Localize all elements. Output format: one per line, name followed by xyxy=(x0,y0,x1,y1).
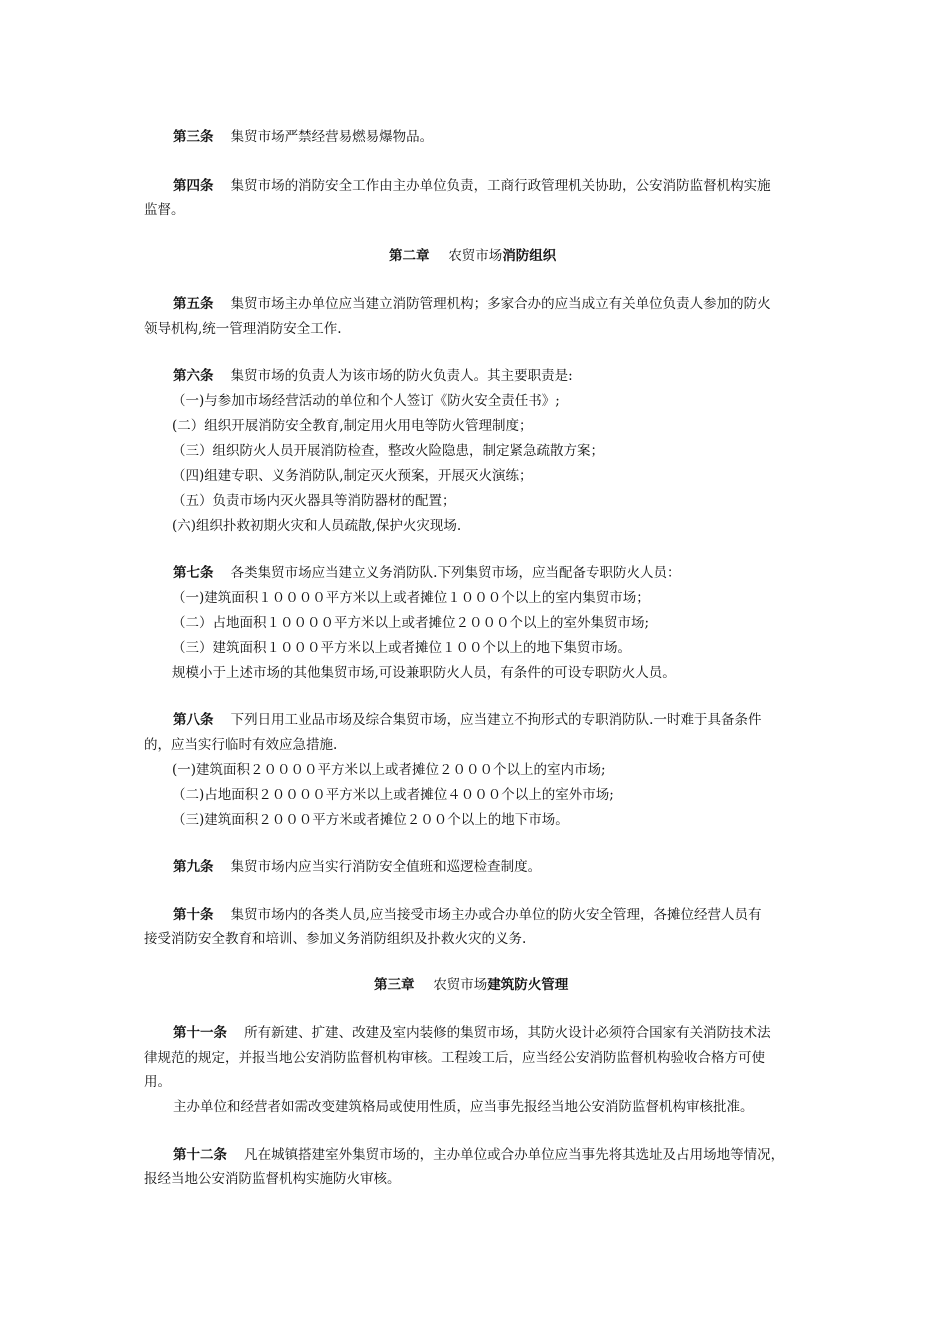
article-12-cont: 报经当地公安消防监督机构实施防火审核。 xyxy=(144,1171,401,1187)
article-text: 集贸市场主办单位应当建立消防管理机构；多家合办的应当成立有关单位负责人参加的防火 xyxy=(230,296,771,312)
article-text: 集贸市场的负责人为该市场的防火负责人。其主要职责是: xyxy=(230,368,573,384)
list-item: （四)组建专职、义务消防队,制定灭火预案，开展灭火演练； xyxy=(172,468,533,484)
article-label: 第五条 xyxy=(173,296,214,312)
chapter-number: 第二章 xyxy=(389,248,430,264)
article-7 xyxy=(173,564,680,582)
article-10 xyxy=(173,906,761,924)
article-4-cont: 监督。 xyxy=(144,202,185,218)
article-text: 各类集贸市场应当建立义务消防队.下列集贸市场，应当配备专职防火人员： xyxy=(230,565,681,581)
list-item: (一)建筑面积２００００平方米以上或者摊位２０００个以上的室内市场; xyxy=(172,762,606,778)
article-text: 所有新建、扩建、改建及室内装修的集贸市场，其防火设计必须符合国家有关消防技术法 xyxy=(244,1025,771,1041)
list-item: （二)占地面积２００００平方米以上或者摊位４０００个以上的室外市场; xyxy=(172,787,614,803)
list-item: (六)组织扑救初期火灾和人员疏散,保护火灾现场. xyxy=(172,518,462,534)
list-item: （三）建筑面积１０００平方米以上或者摊位１００个以上的地下集贸市场。 xyxy=(172,640,631,656)
chapter-2-heading xyxy=(389,247,556,265)
article-label: 第十二条 xyxy=(173,1147,227,1163)
article-5 xyxy=(173,295,771,313)
article-11 xyxy=(173,1024,771,1042)
article-10-cont: 接受消防安全教育和培训、参加义务消防组织及扑救火灾的义务. xyxy=(144,931,527,947)
list-item: （五）负责市场内灭火器具等消防器材的配置； xyxy=(172,493,456,509)
chapter-title: 消防组织 xyxy=(502,248,557,264)
article-8-cont: 的，应当实行临时有效应急措施. xyxy=(144,737,338,753)
article-8 xyxy=(173,711,761,729)
article-9 xyxy=(173,858,541,876)
list-item: （一)建筑面积１００００平方米以上或者摊位１０００个以上的室内集贸市场； xyxy=(172,590,650,606)
article-text: 集贸市场严禁经营易燃易爆物品。 xyxy=(230,129,434,145)
chapter-number: 第三章 xyxy=(374,977,415,993)
list-item: （一)与参加市场经营活动的单位和个人签订《防火安全责任书》; xyxy=(172,393,560,409)
article-text: 下列日用工业品市场及综合集贸市场，应当建立不拘形式的专职消防队.一时难于具备条件 xyxy=(230,712,762,728)
article-label: 第三条 xyxy=(173,129,214,145)
chapter-title: 建筑防火管理 xyxy=(487,977,569,993)
list-item: （三）组织防火人员开展消防检查，整改火险隐患，制定紧急疏散方案； xyxy=(172,443,604,459)
article-11-cont: 律规范的规定，并报当地公安消防监督机构审核。工程竣工后，应当经公安消防监督机构验收合格方可使 xyxy=(144,1050,765,1066)
chapter-3-heading xyxy=(374,976,568,994)
article-label: 第八条 xyxy=(173,712,214,728)
article-label: 第七条 xyxy=(173,565,214,581)
list-item: (二）组织开展消防安全教育,制定用火用电等防火管理制度； xyxy=(172,418,533,434)
article-11-cont: 用。 xyxy=(144,1074,171,1090)
article-3 xyxy=(173,128,433,146)
article-text: 集贸市场内应当实行消防安全值班和巡逻检查制度。 xyxy=(230,859,542,875)
article-7-note: 规模小于上述市场的其他集贸市场,可设兼职防火人员，有条件的可设专职防火人员。 xyxy=(172,665,676,681)
article-5-cont: 领导机构,统一管理消防安全工作. xyxy=(144,321,342,337)
article-4 xyxy=(173,177,771,195)
article-label: 第十一条 xyxy=(173,1025,227,1041)
article-text: 凡在城镇搭建室外集贸市场的，主办单位或合办单位应当事先将其选址及占用场地等情况， xyxy=(244,1147,785,1163)
article-12 xyxy=(173,1146,784,1164)
chapter-prefix: 农贸市场 xyxy=(433,977,488,993)
list-item: （三)建筑面积２０００平方米或者摊位２００个以上的地下市场。 xyxy=(172,812,569,828)
article-11-para2: 主办单位和经营者如需改变建筑格局或使用性质，应当事先报经当地公安消防监督机构审核批准。 xyxy=(173,1099,754,1115)
chapter-prefix: 农贸市场 xyxy=(448,248,503,264)
article-label: 第十条 xyxy=(173,907,214,923)
article-6 xyxy=(173,367,573,385)
article-label: 第九条 xyxy=(173,859,214,875)
article-text: 集贸市场内的各类人员,应当接受市场主办或合办单位的防火安全管理，各摊位经营人员有 xyxy=(230,907,762,923)
article-text: 集贸市场的消防安全工作由主办单位负责，工商行政管理机关协助，公安消防监督机构实施 xyxy=(230,178,771,194)
article-label: 第六条 xyxy=(173,368,214,384)
list-item: （二）占地面积１００００平方米以上或者摊位２０００个以上的室外集贸市场; xyxy=(172,615,650,631)
article-label: 第四条 xyxy=(173,178,214,194)
